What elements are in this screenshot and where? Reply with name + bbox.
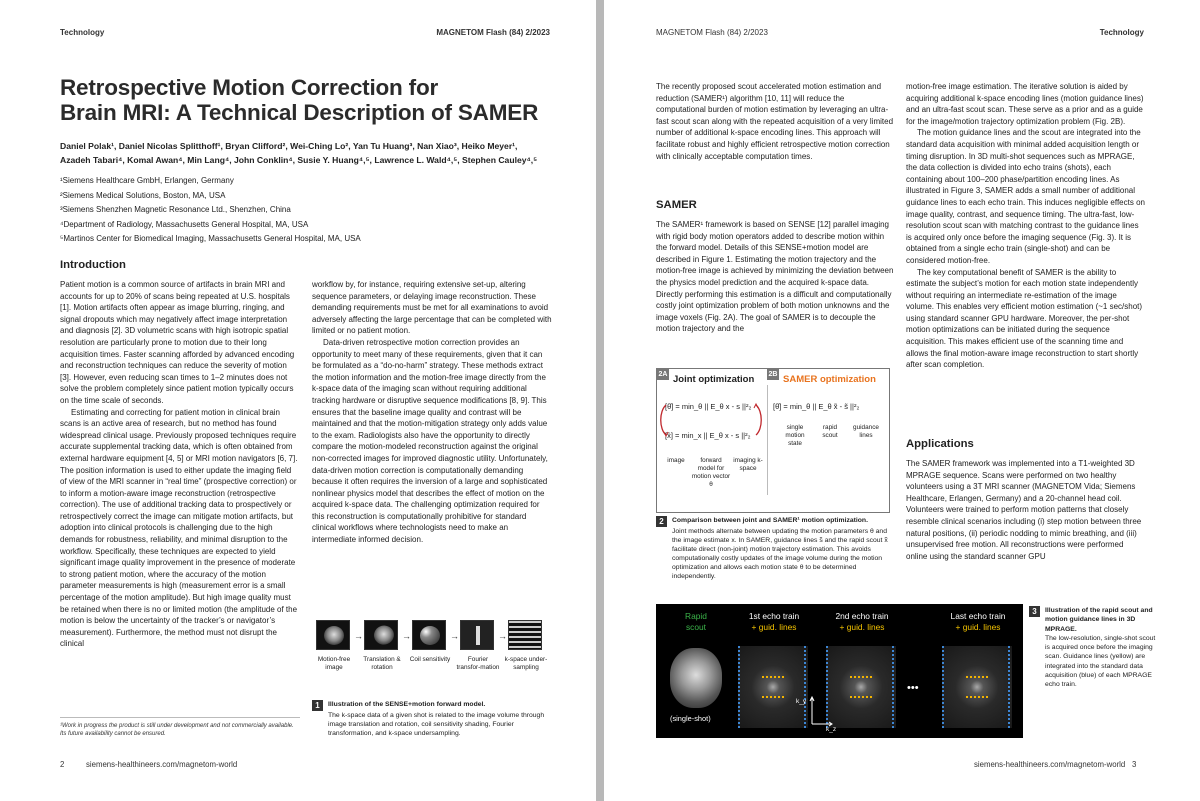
paragraph: motion-free image estimation. The iterative solution is aided by acquiring additional k-space encoding lines (motion guidance lines) and an ultra-fast scout scan. These serve as a prior and as a guide for the image/motion trajectory optimization problem (Fig. 2B). [906,82,1144,126]
echo-train-label: 2nd echo train [835,611,889,621]
text-column-2 [312,279,552,546]
title-line-2: Brain MRI: A Technical Description of SAMER [60,100,539,125]
ky-label: k_y [796,698,807,705]
running-head-section: Technology [60,28,105,37]
motion-free-image-thumb [316,620,350,650]
affiliation: ³Siemens Shenzhen Magnetic Resonance Ltd., Shenzhen, China [60,205,291,214]
text-column-1 [656,81,896,162]
figure-number: 3 [1029,606,1040,617]
figure-3-caption [1029,606,1159,690]
kspace-axes-icon [804,692,834,728]
samer-optimization-title: SAMER optimization [783,374,876,385]
coil-sensitivity-thumb [412,620,446,650]
joint-optimization-title: Joint optimization [673,374,755,385]
affiliation: ⁵Martinos Center for Biomedical Imaging, Massachusetts General Hospital, MA, USA [60,234,361,243]
affiliation: ⁴Department of Radiology, Massachusetts General Hospital, MA, USA [60,219,309,229]
paragraph: The SAMER framework was implemented into a T1-weighted 3D MPRAGE sequence. Scans were performed on two healthy volunteers using a 3T MRI scanner (MAGNETOM Vida; Siemens Healthcare, Erlangen, Germany) and a 20-channel head coil. Volunteers were trained to perform motion patterns that closely resemble clinical scenarios including (i) step motion between three natural positions, (ii) periodic nodding to mimic breathing, and (iii) unsupervised free motion. All reconstructions were performed online using the standard scanner GPU [906,459,1142,561]
label-image: image [667,457,685,464]
title-line-1: Retrospective Motion Correction for [60,75,439,100]
page-number: 2 [60,760,65,769]
alternation-arrow-icon [657,397,669,447]
article-title [60,75,580,125]
affiliations [60,174,580,247]
running-head-issue: MAGNETOM Flash (84) 2/2023 [436,28,550,37]
arrow-icon: → [498,631,507,641]
author-list [60,139,580,167]
ellipsis: ••• [907,682,919,694]
affiliation: ²Siemens Medical Solutions, Boston, MA, USA [60,190,226,200]
equation-samer: [θ̂] = min_θ || E_θ x̃ - s̃ ||²₂ [773,402,860,411]
paragraph: Patient motion is a common source of artifacts in brain MRI and accounts for up to 20% of scans being repeated at U.S. hospitals [1]. Motion artifacts often appear as image blurring, ringing, and signal dropouts which may negatively affect image interpretation and diagnosis [2]. 3D volumetric scans with high isotropic spatial resolution are particularly prone to motion due to their long acquisition times. Faster scanning afforded by advanced encoding and reconstruction techniques can reduce the severity of motion [3]. However, even reducing scan times to 1–2 minutes does not solve the problem completely since patient motion typically occurs on the time scale of seconds. [60,280,295,405]
text-column-1b [656,219,896,335]
figure-label: Fourier transfor-mation [456,656,500,671]
guidance-label: + guid. lines [839,622,885,632]
affiliation: ¹Siemens Healthcare GmbH, Erlangen, Germany [60,176,234,185]
figure-label: k-space under-sampling [504,656,548,671]
text-column-1 [60,279,300,650]
paragraph: Estimating and correcting for patient motion in clinical brain scans is an active area of research, but no method has found widespread clinical usage. Previously proposed techniques require accurate supplemental tracking data, which is often obtained from external hardware equipment [4, 5] or MRI motion navigators [6, 7]. The position information is used to either update the imaging field of view of the MRI scanner in “real time” (prospective correction) or to inform a motion-aware image reconstruction (retrospective correction). The use of additional tracking data to prospectively or retrospectively correct the image can mitigate motion artifacts, but adoption into clinical protocols is challenging due to the high demands for robustness, reliability, and minimal disruption to the workflow. Specifically, these techniques are expected to yield significant image quality improvement in the presence of moderate to strong patient motion, where the accuracy of the motion parameter measurements is high (measurement error is a small percentage of the motion amplitude). But high image quality must be retained when there is no or limited motion (the amplitude of the motion is below the uncertainty of the tracker’s or navigator’s measurement). Furthermore, the method must not disrupt the clinical [60,407,298,649]
caption-title: Comparison between joint and SAMER¹ motion optimization. [672,517,868,524]
figure-3-scout-guidance [656,604,1023,738]
arrow-icon: → [402,631,411,641]
echo-train-1-heading [734,611,814,633]
section-heading-samer: SAMER [656,199,697,211]
figure-label: Coil sensitivity [409,656,451,663]
equation-image: [x̂] = min_x || E_θ x - s ||²₂ [665,431,751,440]
guidance-label: + guid. lines [955,622,1001,632]
label-forward-model: forward model for motion vector θ [691,457,731,488]
section-heading-applications: Applications [906,438,974,450]
authors-line-2: Azadeh Tabari⁴, Komal Awan⁴, Min Lang⁴, John Conklin⁴, Susie Y. Huang⁴,⁵, Lawrence L. Wald⁴,⁵, Stephen Cauley⁴,⁵ [60,155,538,165]
panel-tag: 2A [658,371,668,378]
panel-tag: 2B [768,371,778,378]
fourier-thumb [460,620,494,650]
label-single-motion-state: single motion state [785,424,805,447]
footer-url: siemens-healthineers.com/magnetom-world [86,760,238,769]
scout-brain-image [670,648,722,708]
text-column-2b [906,458,1146,562]
label-guidance-lines: guidance lines [853,424,879,439]
running-head-issue: MAGNETOM Flash (84) 2/2023 [656,28,768,37]
translation-thumb [364,620,398,650]
caption-text: The low-resolution, single-shot scout is acquired once before the imaging scan. Guidance lines (yellow) are integrated into the standard data acquisition (blue) of each MPRAGE echo train. [1045,634,1156,689]
figure-number: 2 [656,516,667,527]
figure-2-caption [656,516,892,581]
kz-label: k_z [826,726,837,733]
footnote: ¹Work in progress the product is still under development and not commercially available. Its future availability cannot be ensured. [60,717,300,738]
paragraph: The key computational benefit of SAMER is the ability to estimate the subject’s motion for each motion state independently without requiring an intermediate re-estimation of the image volume. This enables very efficient motion estimation (~1 sec/shot) using standard scanner GPU hardware. Moreover, the per-shot motion optimizations can be initiated during the sequence acquisition. This makes efficient use of the scanning time and allows the final motion-aware image reconstruction to start shortly after scan completion. [906,267,1143,370]
echo-train-label: Last echo train [950,611,1006,621]
page-gutter [596,0,604,801]
caption-text: The k-space data of a given shot is related to the image volume through image translation and rotation, coil sensitivity shading, Fourier transformation, and k-space undersampling. [328,712,545,737]
rapid-scout-heading [666,611,726,633]
undersampling-thumb [508,620,542,650]
arrow-icon: → [354,631,363,641]
rapid-label: Rapid [685,611,707,621]
scout-label: scout [685,622,707,632]
figure-2-optimization [656,368,890,513]
left-page [0,0,596,801]
equation-motion: [θ̂] = min_θ || E_θ x - s ||²₂ [665,402,752,411]
figure-label: Translation & rotation [363,656,401,671]
figure-number: 1 [312,700,323,711]
guidance-label: + guid. lines [751,622,797,632]
paragraph: The motion guidance lines and the scout are integrated into the standard data acquisition with minimal added acquisition length or timing disruption. In 3D multi-shot sequences such as MPRAGE, the data collection is divided into echo trains (shots), each containing about 100–200 phase/partition encoding lines. As illustrated in Figure 3, SAMER adds a small number of additional guidance lines to each echo train. This induces negligible effects on image quality, contrast, and sequence timing. The ultra-fast, low-resolution scout scan with matching contrast to the guidance lines is acquired only once before the imaging sequence (Fig. 3). It is obtained from a single echo train (single-shot) and can be considered motion-free. [906,128,1145,265]
label-imaging-kspace: imaging k-space [733,457,763,472]
single-shot-label: (single-shot) [670,714,711,723]
kspace-echo-train-1 [738,646,808,728]
kspace-echo-train-2 [826,646,896,728]
text-column-2 [906,81,1146,371]
authors-line-1: Daniel Polak¹, Daniel Nicolas Splitthoff¹, Bryan Clifford², Wei-Ching Lo², Yan Tu Huang³, Nan Xiao³, Heiko Meyer¹, [60,141,518,151]
paragraph: The recently proposed scout accelerated motion estimation and reduction (SAMER¹) algorithm [10, 11] will reduce the computational burden of motion estimation by leveraging an ultra-fast scout scan along with the repeated acquisition of a very limited number of additional k-space encoding lines. This approach will facilitate robust and highly efficient retrospective motion correction with clinically acceptable computation times. [656,82,894,161]
figure-1-forward-model [312,612,552,692]
echo-train-last-heading [936,611,1020,633]
label-rapid-scout: rapid scout [822,424,838,439]
running-head-section: Technology [1099,28,1144,37]
page-number: 3 [1132,760,1137,769]
kspace-echo-train-last [942,646,1012,728]
paragraph: Data-driven retrospective motion correction provides an opportunity to meet many of these requirements, given that it can be formulated as a “do-no-harm” strategy. These methods extract the motion information and the motion-free image directly from the k-space data of the imaging scan without requiring additional tracking hardware or disruptive sequence modifications [8, 9]. This ensures that the baseline image quality and contrast will be maintained and that the motion-mitigation strategy only adds value to the exam. Radiologists also have the opportunity to directly compare the motion-modeled reconstruction against the original non-corrected images for improved diagnostic utility. Unfortunately, data-driven motion correction is computationally demanding because it often requires the inversion of a large and sophisticated nonlinear physics model that describes the effect of motion on the acquired k-space data. The challenging optimization required for this reconstruction is computationally prohibitive for standard clinical workflows where technologists need to make an intermediate informed decision. [312,337,548,545]
caption-title: Illustration of the rapid scout and motion guidance lines in 3D MPRAGE. [1045,607,1153,633]
panel-divider [767,385,768,495]
alternation-arrow-icon [753,397,765,447]
caption-text: Joint methods alternate between updating the motion parameters θ and the image estimate x. In SAMER, guidance lines s̃ and the rapid scout x̃ facilitate direct (non-joint) motion trajectory estimation. This avoids computationally costly updates of the image volume during the motion optimization and allows each motion state θ to be determined independently. [672,528,888,580]
figure-1-caption [312,700,552,738]
caption-title: Illustration of the SENSE+motion forward model. [328,701,486,708]
echo-train-2-heading [822,611,902,633]
arrow-icon: → [450,631,459,641]
section-heading-introduction: Introduction [60,259,126,271]
figure-label: Motion-free image [317,656,351,671]
footer-url: siemens-healthineers.com/magnetom-world [974,760,1126,769]
paragraph: workflow by, for instance, requiring extensive set-up, altering sequence parameters, or delaying image reconstruction. These demanding requirements must be met for all examinations to avoid adversely affecting the large percentage that can be completed with limited or no patient motion. [312,280,552,336]
paragraph: The SAMER¹ framework is based on SENSE [12] parallel imaging with rigid body motion operators added to describe motion within the forward model. Details of this SENSE+motion model are described in Figure 1. Estimating the motion trajectory and the motion-free image is achieved by minimizing the deviation between the physics model prediction and the acquired k-space data. Directly performing this estimation is a difficult and computationally costly joint optimization problem of both motion unknowns and the image voxels (Fig. 2A). The goal of SAMER is to decouple the motion trajectory and the [656,220,894,334]
echo-train-label: 1st echo train [748,611,800,621]
